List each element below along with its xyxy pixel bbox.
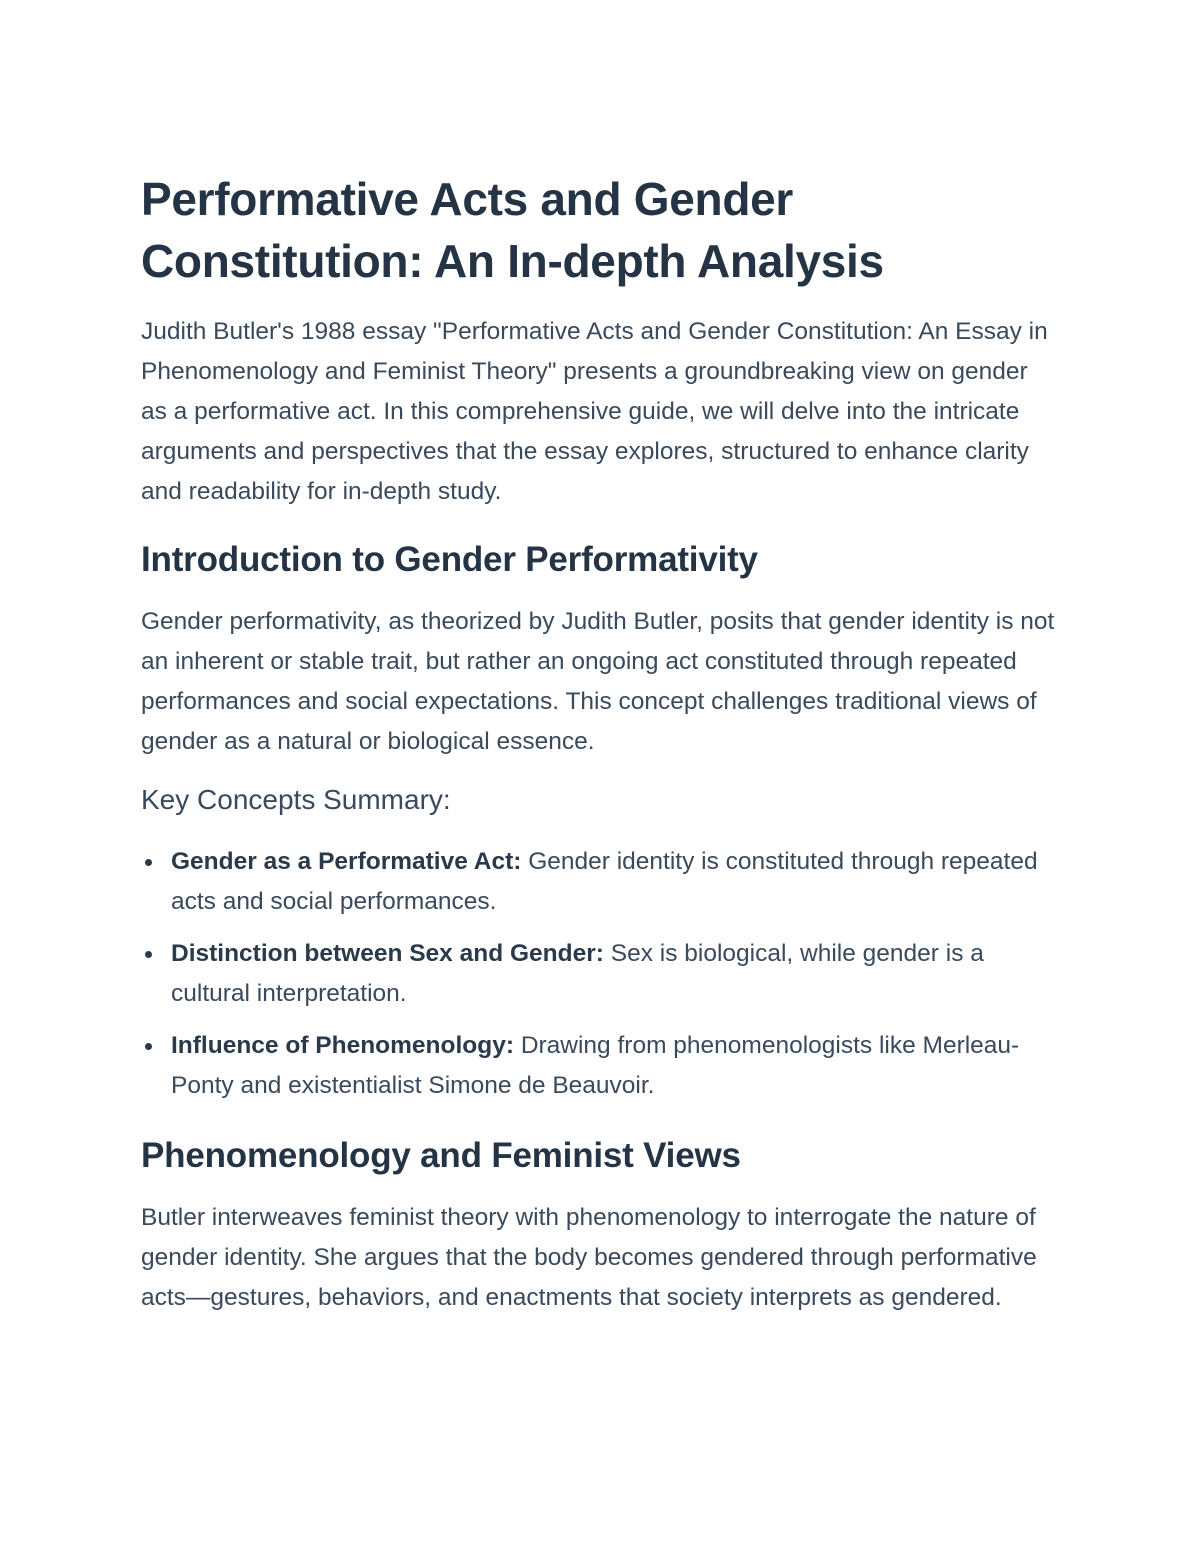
intro-paragraph: Judith Butler's 1988 essay "Performative Acts and Gender Constitution: An Essay in Phenomenology and Feminist Theory" presents a groundbreaking view on gender as a performative act. In this comprehensive guide, we will delve into the intricate arguments and perspectives that the essay explores, structured to enhance clarity and readability for in-depth study. bbox=[141, 318, 1048, 505]
document-page bbox=[141, 168, 1056, 1318]
concept-description: Gender identity is constituted through repeated acts and social performances. bbox=[171, 848, 1038, 915]
concept-description: Drawing from phenomenologists like Merleau-Ponty and existentialist Simone de Beauvoir. bbox=[171, 1032, 1020, 1099]
key-concepts-subheading: Key Concepts Summary: bbox=[141, 784, 451, 815]
bullet-icon bbox=[145, 1043, 152, 1050]
bullet-icon bbox=[145, 951, 152, 958]
section-paragraph-gender-performativity: Gender performativity, as theorized by Judith Butler, posits that gender identity is not an inherent or stable trait, but rather an ongoing act constituted through repeated performances and social expectations. This concept challenges traditional views of gender as a natural or biological essence. bbox=[141, 608, 1055, 755]
page-title: Performative Acts and Gender Constitution: An In-depth Analysis bbox=[141, 173, 884, 287]
list-item bbox=[141, 842, 1056, 922]
section-heading-gender-performativity: Introduction to Gender Performativity bbox=[141, 540, 758, 579]
concept-term: Influence of Phenomenology: bbox=[171, 1032, 515, 1059]
key-concepts-list bbox=[141, 842, 1056, 1106]
concept-description: Sex is biological, while gender is a cultural interpretation. bbox=[171, 940, 984, 1007]
concept-term: Gender as a Performative Act: bbox=[171, 848, 522, 875]
section-heading-phenomenology-feminist: Phenomenology and Feminist Views bbox=[141, 1136, 741, 1175]
section-paragraph-phenomenology-feminist: Butler interweaves feminist theory with phenomenology to interrogate the nature of gender identity. She argues that the body becomes gendered through performative acts—gestures, behaviors, and enactments that society interprets as gendered. bbox=[141, 1204, 1037, 1311]
list-item bbox=[141, 1026, 1056, 1106]
bullet-icon bbox=[145, 859, 152, 866]
concept-term: Distinction between Sex and Gender: bbox=[171, 940, 604, 967]
list-item bbox=[141, 934, 1056, 1014]
